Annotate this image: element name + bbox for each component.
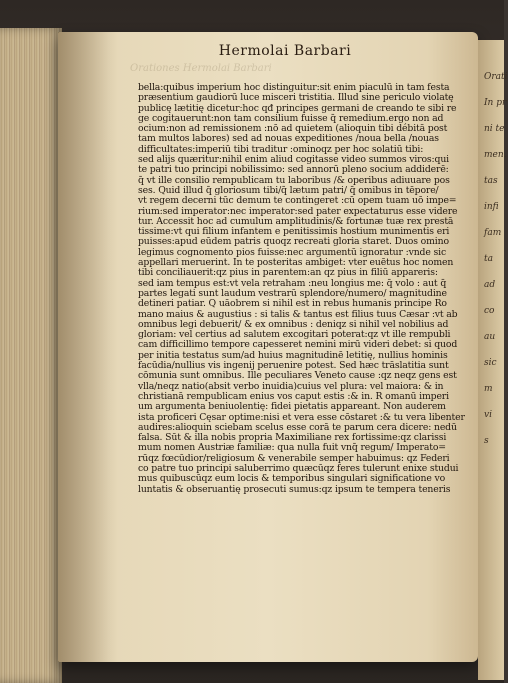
facing-page-fragment: men. xyxy=(484,150,507,160)
text-line: tam multos labores) sed ad nouas expeditiones /noua bella /nouas xyxy=(138,133,439,145)
text-line: sed alijs quæritur:nihil enim aliud cogitasse video summos viros:qui xyxy=(138,154,449,166)
text-line: co patre tuo principi saluberrimo quæcūqz feres tulerunt enixe studui xyxy=(138,462,459,474)
text-line: tur. Accessit hoc ad cumulum amplitudinis/& fortunæ tuæ rex prestā xyxy=(138,215,454,227)
text-line: legimus cognomento pios fuisse:nec argumentū ignoratur :vnde sic xyxy=(138,246,447,258)
text-line: per initia testatus sum/ad huius magnitudinē letitię, nullius hominis xyxy=(138,349,448,361)
text-line: difficultates:imperiū tibi traditur :ominoqz per hoc solatiū tibi: xyxy=(138,143,424,155)
text-line: rium:sed imperator:nec imperator:sed pater expectaturus esse videre xyxy=(138,205,458,217)
show-through-heading: Orationes Hermolai Barbari xyxy=(130,63,272,74)
text-line: facūdia/nullius vis ingenij peruenire potest. Sed hæc trāslatitia sunt xyxy=(138,360,449,372)
text-line: appellari meruerint. In te posteritas ambiget: vter euētus hoc nomen xyxy=(138,257,454,269)
facing-page-fragment: m xyxy=(484,384,493,394)
book-page-edges xyxy=(0,28,62,683)
text-line: præsentium gaudiorū luce misceri tristitia. Illud sine periculo violatę xyxy=(138,92,454,104)
text-line: puisses:apud eūdem patris quoqz recreati gloria staret. Duos omino xyxy=(138,236,449,248)
text-line: ista proficeri Cęsar optime:nisi et vera esse cōstaret :& tu vera libenter xyxy=(138,411,465,423)
text-line: mus quibuscūqz eum locis & temporibus singulari significatione vo xyxy=(138,473,446,485)
text-line: ocium:non ad remissionem :nō ad quietem (alioquin tibi débitā post xyxy=(138,123,448,135)
text-line: partes legati sunt laudum vestrarū splendore/numero/ magnitudine xyxy=(138,287,447,299)
text-line: ses. Quid illud q̄ gloriosum tibi/q̄ lætum patri/ q̄ omibus in tēpore/ xyxy=(138,184,439,196)
text-line: ge cogitauerunt:non tam consilium fuisse q̄ remedium.ergo non ad xyxy=(138,112,444,124)
body-text xyxy=(138,82,465,495)
facing-page-strip xyxy=(478,40,508,680)
text-line: vlla/neqz natio(absit verbo inuidia)cuius vel plura: vel maiora: & in xyxy=(138,380,444,392)
text-line: vt regem decerni tūc demum te contingeret :cū opem tuam uō impe= xyxy=(138,195,457,207)
facing-page-fragment: s xyxy=(484,436,489,446)
facing-page-fragment: co xyxy=(484,306,495,316)
text-line: audires:alioquin sciebam scelus esse corā te parum cera dicere: nedū xyxy=(138,421,457,433)
text-line: sed iam tempus est:vt vela retraham :neu longius me: q̄ volo : aut q̄ xyxy=(138,277,447,289)
text-line: cam difficillimo tempore capesseret nemini mirū videri debet: si quod xyxy=(138,339,458,351)
facing-page-fragment: au xyxy=(484,332,496,342)
text-line: falsa. Sūt & illa nobis propria Maximiliane rex fortissime:qz clarissi xyxy=(138,432,447,444)
facing-page-fragment: sic xyxy=(484,358,497,368)
text-line: gloriam: vel certius ad salutem excogitari poterat:qz vt ille rempubli xyxy=(138,329,451,341)
facing-page-fragment: Orati xyxy=(484,72,508,82)
text-line: rūqz fœcūdior/religiosum & venerabile semper habuimus: qz Federi xyxy=(138,452,450,464)
text-line: tissime:vt qui filium infantem e penitissimis hostium munimentis eri xyxy=(138,226,450,238)
text-line: publicę lætitię dicetur:hoc qđ principes germani de creando te sibi re xyxy=(138,102,457,114)
facing-page-fragment: fam xyxy=(484,228,502,238)
text-line: um argumenta beniuolentię: fidei pietatis appareant. Non auderem xyxy=(138,401,446,413)
text-line: mum nomen Austriæ familiæ: qua nulla fuit vnq̄ regum/ Imperato= xyxy=(138,442,446,454)
text-line: cōmunia sunt omnibus. Ille peculiares Veneto cause :qz neqz gens est xyxy=(138,370,457,382)
facing-page-fragment: ta xyxy=(484,254,493,264)
facing-page-fragment: vi xyxy=(484,410,492,420)
facing-page-fragment: In pr xyxy=(484,98,507,108)
text-line: te patri tuo principi nobilissimo: sed annorū pleno socium addiderē: xyxy=(138,164,449,176)
text-line: mano maius & augustius : si talis & tantus est filius tuus Cæsar :vt ab xyxy=(138,308,458,320)
text-line: omnibus legi debuerit/ & ex omnibus : deniqz si nihil vel nobilius ad xyxy=(138,318,449,330)
gutter-shadow xyxy=(58,32,118,662)
text-line: bella:quibus imperium hoc distinguitur:sit enim piaculū in tam festa xyxy=(138,82,450,93)
text-line: luntatis & obseruantię prosecuti sumus:qz ipsum te tempera teneris xyxy=(138,483,451,495)
facing-page-fragment: tas xyxy=(484,176,498,186)
facing-page-fragment: infi xyxy=(484,202,499,212)
text-line: q̄ vt ille consilio rempublicam tu laboribus /& operibus adiuuare pos xyxy=(138,174,450,186)
text-line: detineri patiar. Q uāobrem si nihil est in rebus humanis principe Ro xyxy=(138,298,447,310)
facing-page-fragment: ni te xyxy=(484,124,505,134)
text-line: christianā rempublicam enius vos caput estis :& in. R omanū imperi xyxy=(138,390,449,402)
facing-page-fragment: ad xyxy=(484,280,496,290)
text-line: tibi conciliauerit:qz pius in parentem:an qz pius in filiū appareris: xyxy=(138,267,438,279)
running-head: Hermolai Barbari xyxy=(218,43,352,59)
